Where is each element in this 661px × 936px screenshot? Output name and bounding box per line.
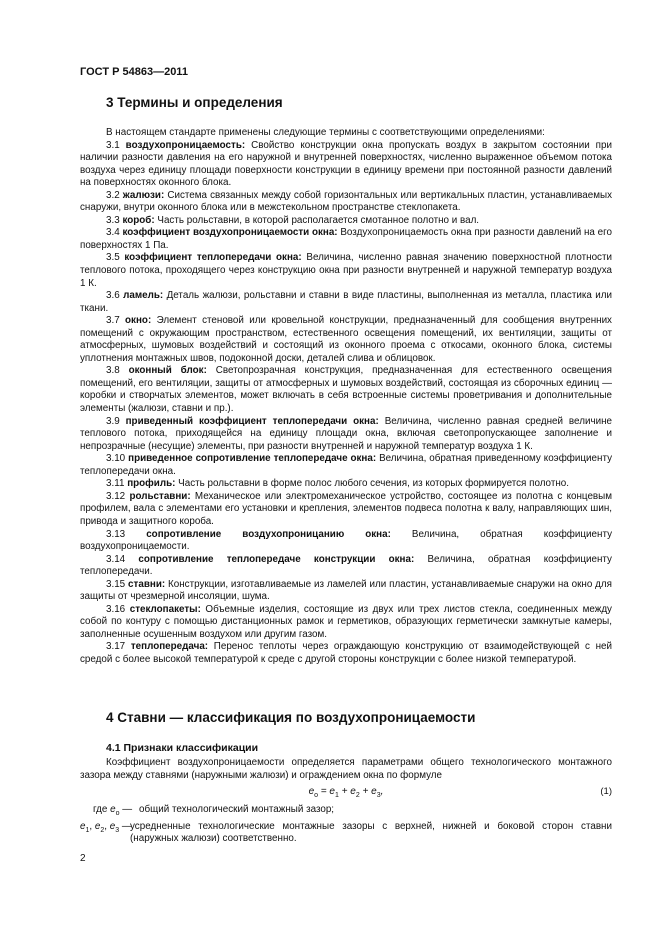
term-definition (80, 641, 612, 666)
term-definition (80, 190, 612, 215)
formula-definitions (80, 804, 612, 846)
term-name: сопротивление теплопередаче конструкции окна: (138, 553, 415, 565)
term-number: 3.10 (106, 453, 126, 465)
term-text: Элемент стеновой или кровельной конструкции, предназначенный для сообщения внутренних помещений с окружающим пространством, естественного освещения помещений, их вентиляции, защиты от атмосферных, шумовых воздействий и состоящий из оконного проема с откосами, оконного блока, системы уплотнения монтажных швов, подоконной доски, деталей слива и облицовок. (80, 315, 612, 364)
term-definition (80, 478, 612, 491)
term-number: 3.12 (106, 490, 126, 502)
section-4-paragraph: Коэффициент воздухопроницаемости определяется параметрами общего технологического монтажного зазора между ставнями (наружными жалюзи) и ограждением окна по формуле (80, 757, 612, 781)
term-definition (80, 529, 612, 554)
term-number: 3.1 (106, 139, 120, 151)
term-text: Механическое или электромеханическое устройство, состоящее из полотна с концевым профилем, вала с элементами его установки и крепления, элементов подвеса полотна к валу, направляющих шин, привода и защитного короба. (80, 490, 612, 527)
section-3-intro: В настоящем стандарте применены следующие термины с соответствующими определениями: (106, 127, 545, 138)
term-definition (80, 416, 612, 454)
term-number: 3.14 (106, 553, 126, 565)
term-text: Величина, обратная приведенному коэффициенту теплопередачи окна. (80, 453, 612, 477)
term-name: воздухопроницаемость: (125, 139, 246, 151)
term-number: 3.6 (106, 290, 120, 302)
section-3-body (80, 127, 612, 667)
definition-row (80, 804, 612, 821)
term-name: сопротивление воздухопроницанию окна: (146, 528, 391, 540)
term-definition (80, 604, 612, 642)
term-text: Величина, обратная коэффициенту теплопередачи. (80, 553, 612, 578)
term-number: 3.8 (106, 365, 120, 377)
term-definition (80, 140, 612, 190)
document-header: ГОСТ Р 54863—2011 (80, 66, 188, 78)
definition-key: где $e_о$ — (93, 804, 133, 817)
term-name: оконный блок: (128, 365, 207, 377)
section-4-title: 4 Ставни — классификация по воздухопроницаемости (106, 710, 476, 725)
term-text: Воздухопроницаемость окна при разности давлений на его поверхностях 1 Па. (80, 227, 612, 251)
term-number: 3.17 (106, 641, 126, 653)
term-definition (80, 215, 612, 228)
term-definition (80, 453, 612, 478)
term-text: Деталь жалюзи, рольставни и ставни в виде пластины, выполненная из металла, пластика или ткани. (80, 290, 612, 314)
term-number: 3.13 (106, 528, 126, 540)
term-definition (80, 579, 612, 604)
term-name: жалюзи: (122, 189, 165, 201)
term-text: Часть рольставни, в которой располагается смотанное полотно и вал. (157, 214, 480, 226)
term-name: окно: (125, 315, 152, 327)
term-name: теплопередача: (130, 641, 209, 653)
term-number: 3.2 (106, 189, 120, 201)
page-number: 2 (80, 853, 86, 864)
term-number: 3.3 (106, 214, 120, 226)
term-text: Перенос теплоты через ограждающую конструкцию от взаимодействующей с ней средой с более высокой температурой к среде с другой стороны конструкции с более низкой температурой. (80, 641, 612, 665)
term-number: 3.4 (106, 227, 120, 239)
formula-1 (80, 786, 612, 800)
term-number: 3.15 (106, 578, 126, 590)
term-text: Объемные изделия, состоящие из двух или трех листов стекла, соединенных между собой по контуру с помощью дистанционных рамок и герметиков, образующих герметически замкнутые камеры, заполненные осушенным воздухом или другим газом. (80, 603, 612, 640)
term-name: рольставни: (129, 490, 191, 502)
term-text: Система связанных между собой горизонтальных или вертикальных пластин, устанавливаемых снаружи, внутри оконного блока или в межстекольном пространстве стеклопакета. (80, 189, 612, 214)
term-name: приведенное сопротивление теплопередаче окна: (128, 453, 377, 465)
term-definition (80, 315, 612, 365)
term-text: Часть рольставни в форме полос любого сечения, из которых формируется полотно. (178, 478, 569, 490)
term-definition (80, 554, 612, 579)
term-definition (80, 252, 612, 290)
term-number: 3.11 (106, 478, 125, 490)
definition-row (80, 821, 612, 846)
subsection-4-1-title: 4.1 Признаки классификации (106, 742, 259, 754)
term-number: 3.9 (106, 415, 120, 427)
term-text: Светопрозрачная конструкция, предназначенная для естественного освещения помещений, его вентиляции, защиты от атмосферных и шумовых воздействий, состоящая из сборочных единиц — коробки и створчатых элементов, может включать в себя встроенные системы проветривания и дополнительные элементы (жалюзи, ставни и пр.). (80, 365, 612, 415)
term-name: короб: (122, 214, 155, 226)
term-definition (80, 491, 612, 529)
term-text: Свойство конструкции окна пропускать воздух в закрытом состоянии при наличии разности давления на его наружной и внутренней поверхностях, численно выраженное объемом потока воздуха через единицу площади поверхности конструкции в единицу времени при постоянной разности давлений на поверхностях оконного блока. (80, 139, 612, 189)
term-definition (80, 227, 612, 252)
term-name: коэффициент воздухопроницаемости окна: (122, 227, 338, 239)
definition-text: общий технологический монтажный зазор; (139, 804, 335, 815)
term-number: 3.5 (106, 252, 120, 264)
term-name: стеклопакеты: (129, 603, 201, 615)
formula-number: (1) (600, 786, 612, 797)
term-text: Величина, численно равная значению поверхностной плотности теплового потока, проходящего через конструкцию окна при разности внутренней и наружной температур воздуха 1 К. (80, 252, 612, 289)
formula-expression: $e_о = e_1 + e_2 + e_3$, (308, 786, 384, 799)
section-4-body (80, 757, 612, 782)
term-text: Конструкции, изготавливаемые из ламелей или пластин, устанавливаемые снаружи на окно для защиты от чрезмерной инсоляции, шума. (80, 578, 612, 603)
term-number: 3.7 (106, 315, 120, 327)
term-number: 3.16 (106, 603, 126, 615)
term-name: ставни: (128, 578, 166, 590)
term-definition (80, 365, 612, 415)
term-name: коэффициент теплопередачи окна: (124, 252, 302, 264)
definition-text: усредненные технологические монтажные зазоры с верхней, нижней и боковой сторон ставни (наружных жалюзи) соответственно. (130, 820, 612, 845)
term-name: профиль: (127, 478, 176, 490)
term-text: Величина, численно равная средней величине теплового потока, приходящейся на единицу площади окна, включая светопропускающее заполнение и непрозрачные (несущие) элементы, при разности внутренней и наружной температур воздуха 1 К. (80, 415, 612, 452)
term-definition (80, 290, 612, 315)
term-text: Величина, обратная коэффициенту воздухопроницаемости. (80, 528, 612, 553)
definition-key: $e_1$, $e_2$, $e_3$ — (80, 820, 132, 834)
term-name: ламель: (123, 290, 164, 302)
section-3-title: 3 Термины и определения (106, 95, 283, 110)
term-name: приведенный коэффициент теплопередачи окна: (125, 415, 379, 427)
